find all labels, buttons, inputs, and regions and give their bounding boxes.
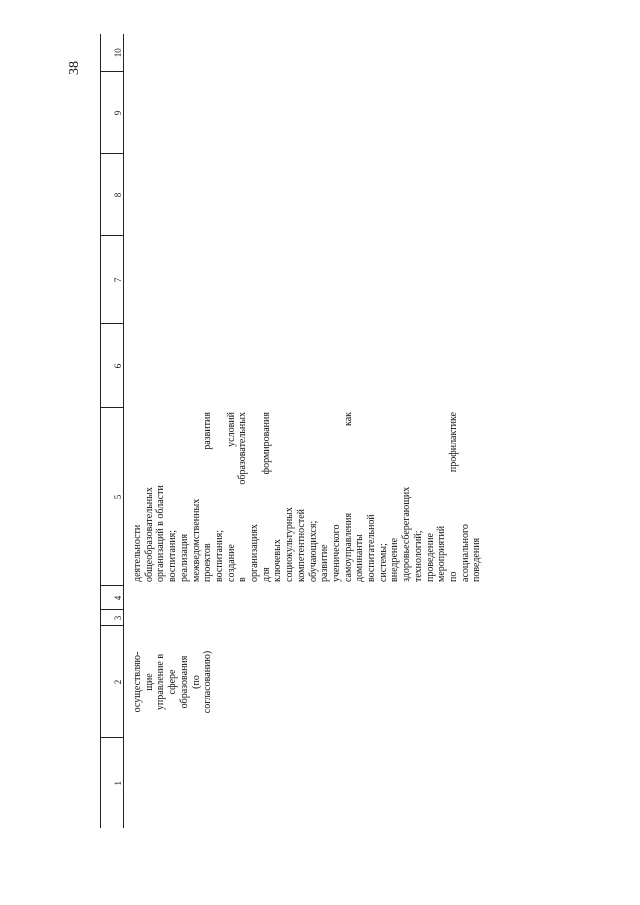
col5-line: ключевых — [272, 539, 284, 582]
page-number: 38 — [67, 61, 82, 75]
col5-line: социокультурных — [284, 507, 296, 582]
col2-line: (по — [190, 675, 202, 689]
col5-line: проектов развития — [202, 412, 214, 582]
col5-line: деятельности — [132, 524, 143, 582]
col5-line: проведение — [424, 533, 436, 582]
col5-line: воспитания; — [213, 529, 225, 582]
cell-col7 — [132, 236, 483, 324]
col2-line: осуществляю- — [132, 651, 143, 713]
cell-col2 — [132, 626, 483, 738]
table-header — [100, 34, 128, 828]
cell-col8 — [132, 154, 483, 236]
column-header-6: 6 — [101, 324, 124, 408]
col2-line: управление в — [155, 653, 167, 711]
col5-line: самоуправления как — [342, 412, 354, 582]
table-body — [132, 34, 552, 828]
cell-col3 — [132, 610, 483, 626]
col5-line: развитие — [319, 544, 331, 582]
cell-col5 — [132, 408, 483, 586]
column-header-4: 4 — [101, 586, 124, 610]
cell-col10 — [132, 34, 483, 72]
col5-line: поведения — [471, 537, 483, 582]
table-row — [132, 34, 483, 828]
col5-line: воспитательной — [366, 514, 378, 582]
col5-line: организациях — [249, 524, 261, 582]
col5-line: создание условий — [225, 412, 237, 582]
column-header-2: 2 — [101, 626, 124, 738]
col2-line: сфере — [167, 669, 179, 695]
col5-line: реализация — [178, 533, 190, 582]
col2-line: согласованию) — [202, 650, 214, 714]
col5-line: компетентностей — [295, 508, 307, 582]
col5-line: по профилактике — [447, 412, 459, 582]
cell-col4 — [132, 586, 483, 610]
column-header-10: 10 — [101, 34, 124, 72]
column-header-1: 1 — [101, 738, 124, 828]
column-header-3: 3 — [101, 610, 124, 626]
column-header-5: 5 — [101, 408, 124, 586]
col2-line: щие — [143, 673, 155, 691]
col5-line: организаций в области — [155, 485, 167, 582]
cell-col9 — [132, 72, 483, 154]
col5-line: обучающихся; — [307, 520, 319, 582]
col5-line: системы; — [377, 543, 389, 582]
col5-line: технологий; — [412, 530, 424, 582]
col5-line: общеобразовательных — [143, 487, 155, 582]
col5-line: для формирования — [260, 412, 272, 582]
cell-col1 — [132, 738, 483, 828]
col5-line: воспитания; — [167, 529, 179, 582]
col5-line: асоциального — [459, 524, 471, 582]
col5-line: ученического — [330, 524, 342, 582]
col5-line: в образовательных — [237, 412, 249, 582]
column-header-8: 8 — [101, 154, 124, 236]
col5-line: здоровьесберегающих — [401, 486, 413, 582]
column-header-7: 7 — [101, 236, 124, 324]
cell-col6 — [132, 324, 483, 408]
col2-line: образования — [178, 655, 190, 709]
column-header-9: 9 — [101, 72, 124, 154]
col5-line: мероприятий — [436, 525, 448, 582]
col5-line: доминанты — [354, 534, 366, 582]
col5-line: межведомственных — [190, 498, 202, 582]
col5-line: внедрение — [389, 537, 401, 582]
